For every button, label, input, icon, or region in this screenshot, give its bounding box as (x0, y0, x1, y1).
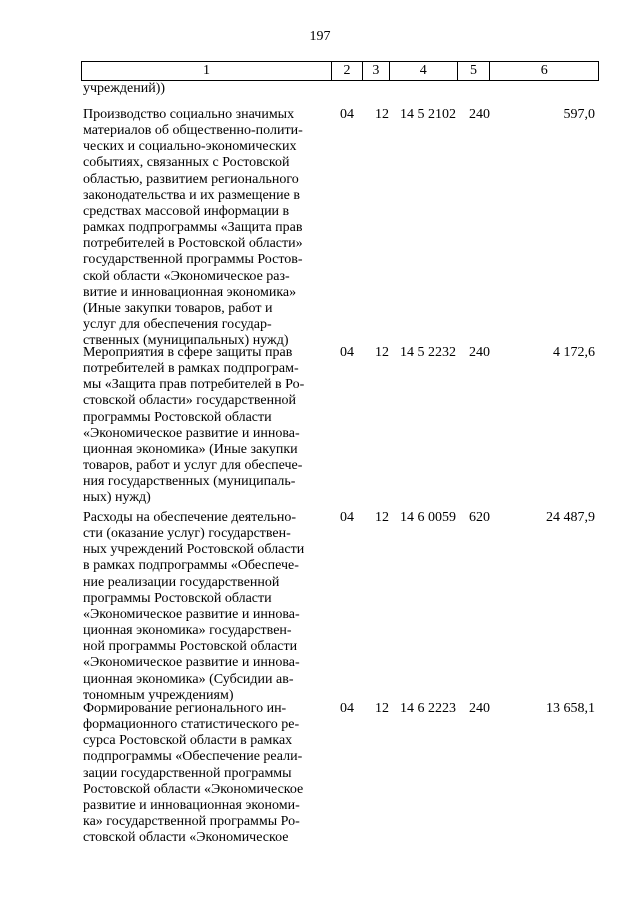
row-expense-type: 240 (469, 107, 490, 122)
row-target-code: 14 6 0059 (400, 510, 456, 525)
row-description: Формирование регионального ин- формационного статистического ре- сурса Ростовской области в рамках подпрограммы «Обеспечение реали- зации государственной программы Ростовской области «Экономическое развитие и инновационная экономи- ка» государственной программы Ро- стовской области «Экономическое (83, 701, 304, 846)
row-amount: 4 172,6 (553, 345, 595, 360)
column-header-1: 1 (82, 62, 332, 80)
column-header-2: 2 (332, 62, 363, 80)
column-header-6: 6 (540, 63, 548, 78)
row-section: 04 (340, 345, 354, 360)
row-subsection: 12 (375, 510, 389, 525)
row-amount: 597,0 (563, 107, 595, 122)
row-section: 04 (340, 701, 354, 716)
row-description: Производство социально значимых материалов об общественно-полити- ческих и социально-экономических событиях, связанных с Ростовской областью, развитием регионального законодательства и их размещение в средствах массовой информации в рамках подпрограммы «Защита прав потребителей в Ростовской области» государственной программы Ростов- ской области «Экономическое раз- витие и инновационная экономика» (Иные закупки товаров, работ и услуг для обеспечения государ- ственных (муниципальных) нужд) (83, 107, 303, 349)
row-section: 04 (340, 510, 354, 525)
row-amount: 13 658,1 (546, 701, 595, 716)
column-header-3: 3 (363, 62, 390, 80)
row-subsection: 12 (375, 701, 389, 716)
row-expense-type: 620 (469, 510, 490, 525)
row-target-code: 14 5 2102 (400, 107, 456, 122)
row-subsection: 12 (375, 107, 389, 122)
row-section: 04 (340, 107, 354, 122)
continued-text: учреждений)) (83, 81, 166, 96)
row-target-code: 14 5 2232 (400, 345, 456, 360)
row-expense-type: 240 (469, 345, 490, 360)
row-amount: 24 487,9 (546, 510, 595, 525)
table-header (81, 61, 599, 81)
row-description: Мероприятия в сфере защиты прав потребителей в рамках подпрограм- мы «Защита прав потребителей в Ро- стовской области» государственной программы Ростовской области «Экономическое развитие и иннова- ционная экономика» (Иные закупки товаров, работ и услуг для обеспече- ния государственных (муниципаль- ных) нужд) (83, 345, 305, 506)
row-target-code: 14 6 2223 (400, 701, 456, 716)
row-subsection: 12 (375, 345, 389, 360)
row-description: Расходы на обеспечение деятельно- сти (оказание услуг) государствен- ных учреждений Ростовской области в рамках подпрограммы «Обеспече- ние реализации государственной программы Ростовской области «Экономическое развитие и иннова- ционная экономика» государствен- ной программы Ростовской области «Экономическое развитие и иннова- ционная экономика» (Субсидии ав- тономным учреждениям) (83, 510, 305, 703)
column-header-4: 4 (390, 62, 458, 80)
page-number: 197 (309, 29, 331, 44)
column-header-5: 5 (458, 62, 491, 80)
row-expense-type: 240 (469, 701, 490, 716)
